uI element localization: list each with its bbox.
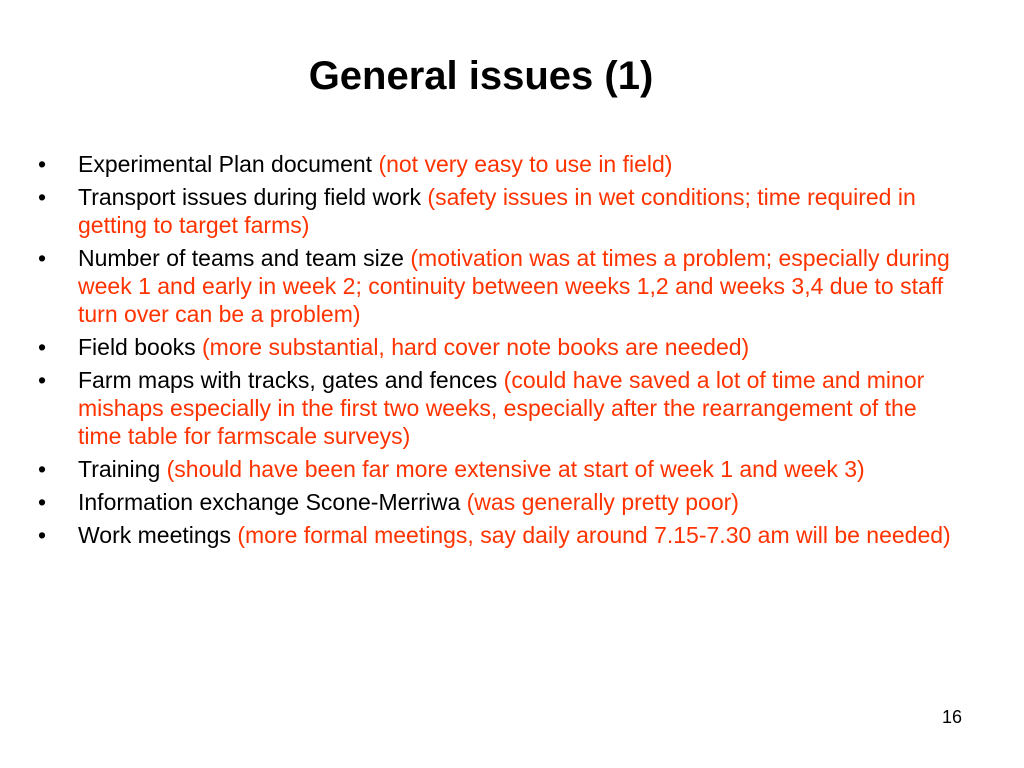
- bullet-main-text: Experimental Plan document: [78, 151, 379, 177]
- bullet-main-text: Information exchange Scone-Merriwa: [78, 489, 467, 515]
- bullet-note-text: (more formal meetings, say daily around 7.15-7.30 am will be needed): [237, 522, 951, 548]
- bullet-icon: •: [38, 456, 47, 482]
- bullet-note-text: (more substantial, hard cover note books are needed): [202, 334, 750, 360]
- bullet-icon: •: [38, 245, 47, 271]
- bullet-main-text: Work meetings: [78, 522, 238, 548]
- bullet-icon: •: [38, 334, 47, 360]
- bullet-note-text: (not very easy to use in field): [378, 151, 673, 177]
- bullet-icon: •: [38, 367, 47, 393]
- bullet-item: [38, 488, 958, 516]
- bullet-item: [38, 333, 958, 361]
- bullet-note-text: (could have saved a lot of time and minor mishaps especially in the first two weeks, especially after the rearrangement of the time table for farmscale surveys): [78, 367, 925, 449]
- bullet-note-text: (was generally pretty poor): [466, 489, 739, 515]
- bullet-main-text: Field books: [78, 334, 203, 360]
- bullet-item: [38, 366, 958, 450]
- bullet-list: [38, 150, 958, 554]
- bullet-item: [38, 183, 958, 239]
- bullet-main-text: Farm maps with tracks, gates and fences: [78, 367, 504, 393]
- bullet-item: [38, 455, 958, 483]
- bullet-note-text: (should have been far more extensive at start of week 1 and week 3): [166, 456, 865, 482]
- bullet-note-text: (safety issues in wet conditions; time required in getting to target farms): [78, 184, 916, 238]
- page-number: 16: [941, 707, 962, 727]
- bullet-icon: •: [38, 151, 47, 177]
- bullet-icon: •: [38, 489, 47, 515]
- bullet-main-text: Number of teams and team size: [78, 245, 411, 271]
- bullet-icon: •: [38, 184, 47, 210]
- bullet-item: [38, 244, 958, 328]
- bullet-item: [38, 150, 958, 178]
- bullet-main-text: Transport issues during field work: [78, 184, 428, 210]
- slide-title: General issues (1): [308, 54, 654, 98]
- bullet-icon: •: [38, 522, 47, 548]
- bullet-item: [38, 521, 958, 549]
- bullet-note-text: (motivation was at times a problem; especially during week 1 and early in week 2; continuity between weeks 1,2 and weeks 3,4 due to staff turn over can be a problem): [78, 245, 950, 327]
- bullet-main-text: Training: [78, 456, 167, 482]
